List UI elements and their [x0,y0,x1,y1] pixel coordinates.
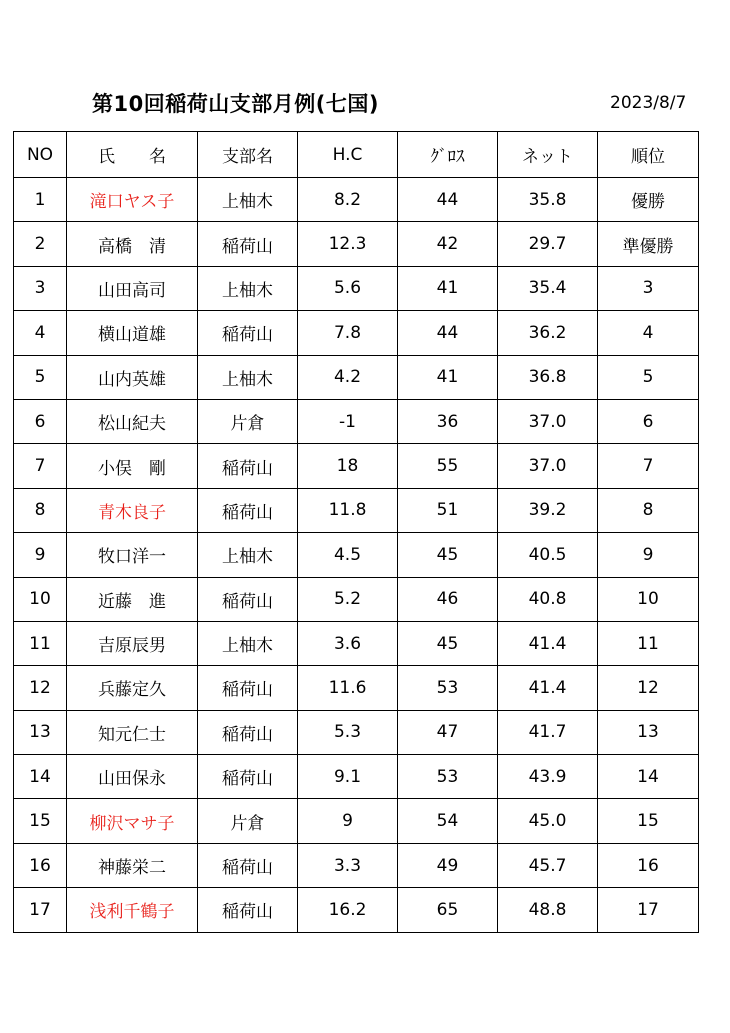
cell-rank: 8 [598,488,699,532]
table-header [14,132,699,178]
cell-net: 45.7 [498,843,598,887]
cell-gross: 53 [398,666,498,710]
table-row [14,799,699,843]
column-header-branch: 支部名 [198,132,298,178]
cell-net: 37.0 [498,444,598,488]
cell-branch: 上柚木 [198,266,298,310]
cell-hc: 3.6 [298,621,398,665]
cell-rank: 準優勝 [598,222,699,266]
table-row [14,444,699,488]
cell-gross: 44 [398,178,498,222]
cell-gross: 65 [398,888,498,932]
table-row [14,488,699,532]
cell-hc: 4.2 [298,355,398,399]
cell-hc: 7.8 [298,311,398,355]
table-row [14,888,699,932]
cell-no: 15 [14,799,67,843]
cell-net: 29.7 [498,222,598,266]
table-row [14,755,699,799]
cell-name: 神藤栄二 [67,843,198,887]
cell-no: 12 [14,666,67,710]
cell-name: 横山道雄 [67,311,198,355]
cell-gross: 46 [398,577,498,621]
cell-hc: 3.3 [298,843,398,887]
cell-rank: 9 [598,533,699,577]
cell-rank: 4 [598,311,699,355]
cell-name: 牧口洋一 [67,533,198,577]
cell-name: 吉原辰男 [67,621,198,665]
cell-hc: 8.2 [298,178,398,222]
cell-branch: 稲荷山 [198,444,298,488]
cell-branch: 片倉 [198,799,298,843]
cell-gross: 55 [398,444,498,488]
results-table [13,131,699,933]
column-header-name: 氏 名 [67,132,198,178]
cell-branch: 稲荷山 [198,888,298,932]
cell-name: 浅利千鶴子 [67,888,198,932]
cell-net: 36.8 [498,355,598,399]
cell-name: 滝口ヤス子 [67,178,198,222]
column-header-gross: ｸﾞﾛｽ [398,132,498,178]
cell-name: 青木良子 [67,488,198,532]
table-row [14,621,699,665]
cell-net: 40.8 [498,577,598,621]
cell-no: 8 [14,488,67,532]
cell-no: 3 [14,266,67,310]
cell-no: 13 [14,710,67,754]
cell-gross: 53 [398,755,498,799]
cell-no: 11 [14,621,67,665]
cell-gross: 41 [398,355,498,399]
cell-net: 43.9 [498,755,598,799]
table-row [14,533,699,577]
cell-no: 6 [14,399,67,443]
cell-hc: 18 [298,444,398,488]
cell-name: 兵藤定久 [67,666,198,710]
cell-hc: 5.3 [298,710,398,754]
cell-branch: 稲荷山 [198,710,298,754]
cell-rank: 11 [598,621,699,665]
cell-rank: 16 [598,843,699,887]
table-body [14,178,699,933]
cell-name: 山内英雄 [67,355,198,399]
cell-rank: 5 [598,355,699,399]
cell-no: 14 [14,755,67,799]
table-row [14,355,699,399]
cell-rank: 14 [598,755,699,799]
cell-branch: 稲荷山 [198,755,298,799]
cell-rank: 優勝 [598,178,699,222]
cell-hc: 12.3 [298,222,398,266]
cell-net: 41.4 [498,621,598,665]
table-row [14,577,699,621]
cell-name: 松山紀夫 [67,399,198,443]
cell-branch: 上柚木 [198,355,298,399]
cell-no: 4 [14,311,67,355]
cell-no: 5 [14,355,67,399]
cell-name: 小俣 剛 [67,444,198,488]
cell-net: 35.8 [498,178,598,222]
cell-net: 39.2 [498,488,598,532]
cell-net: 40.5 [498,533,598,577]
column-header-net: ネット [498,132,598,178]
table-row [14,266,699,310]
cell-name: 高橋 清 [67,222,198,266]
cell-rank: 3 [598,266,699,310]
cell-hc: 16.2 [298,888,398,932]
cell-rank: 10 [598,577,699,621]
cell-rank: 17 [598,888,699,932]
cell-no: 9 [14,533,67,577]
cell-name: 山田保永 [67,755,198,799]
page-title: 第10回稲荷山支部月例(七国) [92,92,379,116]
table-row [14,311,699,355]
cell-gross: 41 [398,266,498,310]
cell-net: 36.2 [498,311,598,355]
cell-no: 16 [14,843,67,887]
cell-net: 45.0 [498,799,598,843]
document-date: 2023/8/7 [610,93,687,113]
header-row [14,132,699,178]
cell-hc: -1 [298,399,398,443]
cell-gross: 49 [398,843,498,887]
cell-gross: 54 [398,799,498,843]
cell-hc: 5.2 [298,577,398,621]
cell-rank: 7 [598,444,699,488]
cell-branch: 上柚木 [198,621,298,665]
cell-net: 35.4 [498,266,598,310]
table-row [14,399,699,443]
cell-hc: 4.5 [298,533,398,577]
cell-gross: 51 [398,488,498,532]
table-row [14,666,699,710]
cell-rank: 13 [598,710,699,754]
cell-branch: 上柚木 [198,178,298,222]
cell-net: 41.4 [498,666,598,710]
cell-net: 48.8 [498,888,598,932]
cell-gross: 47 [398,710,498,754]
cell-hc: 11.6 [298,666,398,710]
cell-hc: 11.8 [298,488,398,532]
cell-gross: 44 [398,311,498,355]
cell-branch: 稲荷山 [198,488,298,532]
cell-rank: 15 [598,799,699,843]
cell-rank: 12 [598,666,699,710]
cell-gross: 42 [398,222,498,266]
cell-branch: 稲荷山 [198,843,298,887]
cell-branch: 稲荷山 [198,222,298,266]
table-row [14,843,699,887]
cell-hc: 5.6 [298,266,398,310]
cell-branch: 上柚木 [198,533,298,577]
cell-branch: 稲荷山 [198,311,298,355]
cell-branch: 稲荷山 [198,666,298,710]
cell-gross: 45 [398,533,498,577]
column-header-no: NO [14,132,67,178]
table-row [14,222,699,266]
cell-hc: 9.1 [298,755,398,799]
cell-net: 41.7 [498,710,598,754]
cell-no: 1 [14,178,67,222]
cell-gross: 36 [398,399,498,443]
column-header-rank: 順位 [598,132,699,178]
column-header-hc: H.C [298,132,398,178]
table-row [14,178,699,222]
table-row [14,710,699,754]
cell-net: 37.0 [498,399,598,443]
cell-name: 近藤 進 [67,577,198,621]
cell-rank: 6 [598,399,699,443]
cell-gross: 45 [398,621,498,665]
cell-branch: 片倉 [198,399,298,443]
cell-name: 柳沢マサ子 [67,799,198,843]
cell-name: 知元仁士 [67,710,198,754]
cell-hc: 9 [298,799,398,843]
cell-no: 7 [14,444,67,488]
cell-name: 山田高司 [67,266,198,310]
cell-no: 17 [14,888,67,932]
cell-no: 10 [14,577,67,621]
cell-branch: 稲荷山 [198,577,298,621]
cell-no: 2 [14,222,67,266]
